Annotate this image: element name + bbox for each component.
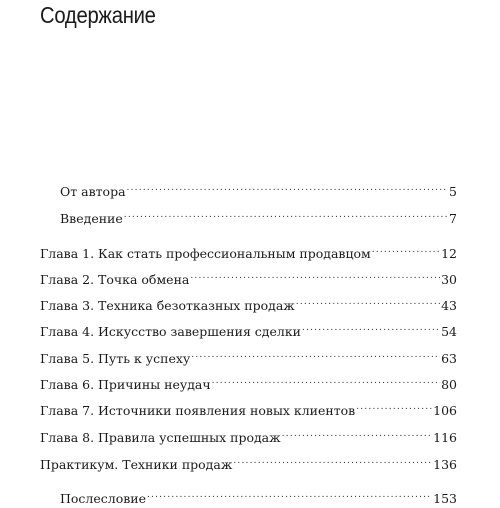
dot-leader	[212, 371, 440, 389]
toc-entry[interactable]	[40, 292, 457, 313]
toc-entry-label: Глава 1. Как стать профессиональным продавцом	[40, 246, 371, 261]
page-title: Содержание	[40, 2, 156, 28]
dot-leader	[190, 266, 440, 284]
toc-entry-label: Глава 6. Причины неудач	[40, 377, 211, 392]
toc-entry-label: Глава 4. Искусство завершения сделки	[40, 324, 301, 339]
dot-leader	[233, 451, 432, 469]
toc-entry-page-number: 12	[441, 246, 457, 261]
toc-entry[interactable]	[40, 371, 457, 392]
toc-entry-page-number: 7	[449, 211, 457, 226]
toc-entry-page-number: 80	[441, 377, 457, 392]
toc-entry-label: Глава 8. Правила успешных продаж	[40, 430, 281, 445]
toc-entry-label: Глава 7. Источники появления новых клиентов	[40, 403, 356, 418]
toc-entry-page-number: 43	[441, 298, 457, 313]
toc-entry-page-number: 30	[441, 272, 457, 287]
dot-leader	[282, 424, 433, 442]
toc-entry[interactable]	[40, 424, 457, 445]
toc-entry[interactable]	[60, 205, 457, 226]
dot-leader	[296, 292, 440, 310]
toc-entry[interactable]	[40, 318, 457, 339]
toc-entry-page-number: 106	[433, 403, 457, 418]
toc-entry-page-number: 136	[433, 457, 457, 472]
toc-entry[interactable]	[60, 485, 457, 506]
toc-entry-page-number: 63	[441, 351, 457, 366]
dot-leader	[302, 318, 440, 336]
dot-leader	[191, 345, 440, 363]
toc-entry-label: Глава 2. Точка обмена	[40, 272, 190, 287]
dot-leader	[356, 397, 432, 415]
dot-leader	[147, 485, 432, 503]
toc-entry[interactable]	[40, 240, 457, 261]
toc-entry-page-number: 116	[433, 430, 457, 445]
toc-entry-page-number: 153	[433, 491, 457, 506]
toc-entry-label: Послесловие	[60, 491, 146, 506]
dot-leader	[372, 240, 440, 258]
toc-entry-label: Глава 3. Техника безотказных продаж	[40, 298, 295, 313]
toc-entry-page-number: 5	[449, 184, 457, 199]
toc-entry[interactable]	[40, 397, 457, 418]
toc-entry[interactable]	[60, 178, 457, 199]
toc-entry-label: Глава 5. Путь к успеху	[40, 351, 191, 366]
toc-entry[interactable]	[40, 345, 457, 366]
toc-entry-label: Практикум. Техники продаж	[40, 457, 233, 472]
toc-entry-page-number: 54	[441, 324, 457, 339]
toc-entry[interactable]	[40, 266, 457, 287]
dot-leader	[127, 178, 449, 196]
dot-leader	[124, 205, 448, 223]
toc-entry-label: Введение	[60, 211, 123, 226]
toc-entry[interactable]	[40, 451, 457, 472]
toc-entry-label: От автора	[60, 184, 126, 199]
